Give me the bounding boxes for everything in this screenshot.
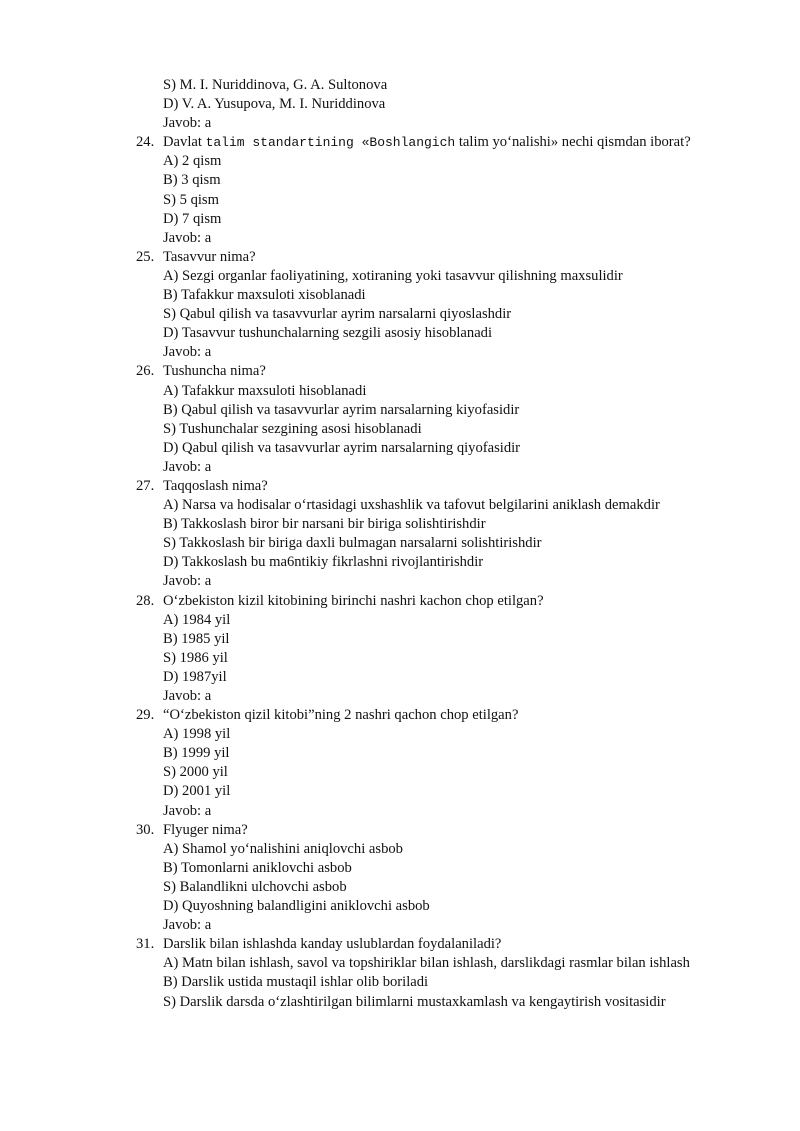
option-line: B) 1999 yil xyxy=(163,745,230,762)
option-line: D) 7 qism xyxy=(163,210,222,227)
answer-text: Javob: a xyxy=(163,917,212,934)
option-line: A) 1984 yil xyxy=(163,611,231,628)
question-text: Davlat xyxy=(163,134,206,151)
question-list xyxy=(136,76,746,1012)
option-line: A) Narsa va hodisalar o‘rtasidagi uxshashlik va tafovut belgilarini aniklash demakdir xyxy=(163,497,660,514)
option-line: B) Tomonlarni aniklovchi asbob xyxy=(163,859,352,876)
answer-line xyxy=(136,343,746,362)
question-text: Tasavvur nima? xyxy=(163,248,256,265)
question-text: Taqqoslash nima? xyxy=(163,477,268,494)
answer-text: Javob: a xyxy=(163,458,212,475)
question-text: Flyuger nima? xyxy=(163,821,248,838)
question-line xyxy=(136,592,746,611)
question-number: 30. xyxy=(136,821,155,838)
answer-line xyxy=(136,229,746,248)
answer-line xyxy=(136,114,746,133)
answer-line xyxy=(136,572,746,591)
option-line: S) 1986 yil xyxy=(163,649,228,666)
question-number: 28. xyxy=(136,592,155,609)
option-line: A) 1998 yil xyxy=(163,726,231,743)
option-line: S) Balandlikni ulchovchi asbob xyxy=(163,878,347,895)
answer-text: Javob: a xyxy=(163,802,212,819)
question-number: 31. xyxy=(136,936,155,953)
option-line: A) Tafakkur maxsuloti hisoblanadi xyxy=(163,382,367,399)
option-line: A) Sezgi organlar faoliyatining, xotiraning yoki tasavvur qilishning maxsulidir xyxy=(163,267,623,284)
option-line: B) Darslik ustida mustaqil ishlar olib boriladi xyxy=(163,974,429,991)
question-line xyxy=(136,133,746,152)
question-text: O‘zbekiston kizil kitobining birinchi nashri kachon chop etilgan? xyxy=(163,592,544,609)
questions-block xyxy=(136,248,746,935)
option-line: D) 2001 yil xyxy=(163,783,231,800)
answer-line xyxy=(136,458,746,477)
question-line xyxy=(136,248,746,267)
answer-line xyxy=(136,687,746,706)
option-line: B) Qabul qilish va tasavvurlar ayrim narsalarning kiyofasidir xyxy=(163,401,520,418)
question-line xyxy=(136,706,746,725)
option-line: S) 5 qism xyxy=(163,191,219,208)
question-text: Darslik bilan ishlashda kanday uslublardan foydalaniladi? xyxy=(163,936,502,953)
option-line: B) Takkoslash biror bir narsani bir biriga solishtirishdir xyxy=(163,516,486,533)
answer-text: Javob: a xyxy=(163,573,212,590)
answer-text: Javob: a xyxy=(163,229,212,246)
question-line xyxy=(136,362,746,381)
option-line: B) Tafakkur maxsuloti xisoblanadi xyxy=(163,287,366,304)
question-line xyxy=(136,477,746,496)
question-number: 27. xyxy=(136,477,155,494)
option-line: S) M. I. Nuriddinova, G. A. Sultonova xyxy=(163,77,388,93)
option-line: A) 2 qism xyxy=(163,153,222,170)
option-line: S) Tushunchalar sezgining asosi hisoblanadi xyxy=(163,420,422,437)
question-number: 29. xyxy=(136,707,155,724)
option-line: D) Takkoslash bu ma6ntikiy fikrlashni rivojlantirishdir xyxy=(163,554,484,571)
option-line: D) Qabul qilish va tasavvurlar ayrim narsalarning qiyofasidir xyxy=(163,439,521,456)
option-line: B) 1985 yil xyxy=(163,630,230,647)
option-line: A) Shamol yo‘nalishini aniqlovchi asbob xyxy=(163,840,403,857)
question-line xyxy=(136,935,746,954)
option-line: D) Quyoshning balandligini aniklovchi asbob xyxy=(163,898,430,915)
option-line: A) Matn bilan ishlash, savol va topshiriklar bilan ishlash, darslikdagi rasmlar bilan ishlash xyxy=(163,955,690,972)
option-line: S) Takkoslash bir biriga daxli bulmagan narsalarni solishtirishdir xyxy=(163,535,542,552)
question-text-mono: talim standartining «Boshlangich xyxy=(205,135,456,151)
option-line: S) 2000 yil xyxy=(163,764,228,781)
answer-line xyxy=(136,916,746,935)
answer-line xyxy=(136,802,746,821)
question-text: Tushuncha nima? xyxy=(163,363,266,380)
option-line: D) 1987yil xyxy=(163,668,227,685)
option-line: S) Qabul qilish va tasavvurlar ayrim narsalarni qiyoslashdir xyxy=(163,306,512,323)
option-line: D) V. A. Yusupova, M. I. Nuriddinova xyxy=(163,96,386,113)
option-line: B) 3 qism xyxy=(163,172,221,189)
question-line xyxy=(136,821,746,840)
question-text: “O‘zbekiston qizil kitobi”ning 2 nashri qachon chop etilgan? xyxy=(163,707,519,724)
question-number: 25. xyxy=(136,248,155,265)
question-number: 26. xyxy=(136,363,155,380)
answer-text: Javob: a xyxy=(163,115,212,132)
option-line: D) Tasavvur tushunchalarning sezgili asosiy hisoblanadi xyxy=(163,325,493,342)
question-number: 24. xyxy=(136,134,155,151)
answer-text: Javob: a xyxy=(163,688,212,704)
question-text: talim yo‘nalishi» nechi qismdan iborat? xyxy=(455,134,691,151)
answer-text: Javob: a xyxy=(163,344,212,361)
option-line: S) Darslik darsda o‘zlashtirilgan bilimlarni mustaxkamlash va kengaytirish vositasidir xyxy=(163,993,666,1010)
